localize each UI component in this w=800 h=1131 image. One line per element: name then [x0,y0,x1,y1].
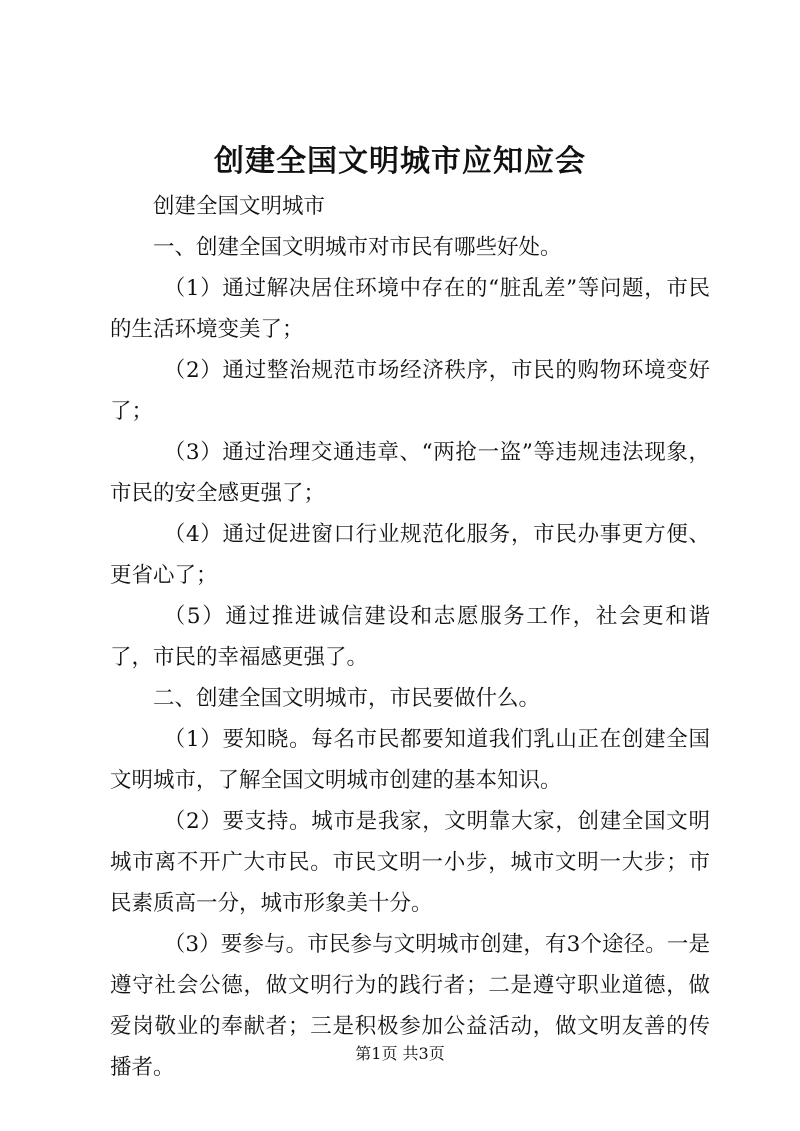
document-title: 创建全国文明城市应知应会 [214,144,586,179]
section-heading-actions: 二、创建全国文明城市，市民要做什么。 [153,686,541,711]
paragraph-heading: 创建全国文明城市 [153,194,326,219]
benefit-item-4: （4）通过促进窗口行业规范化服务，市民办事更方便、更省心了； [110,522,710,588]
action-item-1: （1）要知晓。每名市民都要知道我们乳山正在创建全国文明城市，了解全国文明城市创建的基本知识。 [110,727,710,793]
document-body [110,186,710,1088]
section-heading-benefits: 一、创建全国文明城市对市民有哪些好处。 [153,235,562,260]
action-item-2: （2）要支持。城市是我家，文明靠大家，创建全国文明城市离不开广大市民。市民文明一小步，城市文明一大步；市民素质高一分，城市形象美十分。 [110,809,710,916]
benefit-item-2: （2）通过整治规范市场经济秩序，市民的购物环境变好了； [110,358,710,424]
action-item-3: （3）要参与。市民参与文明城市创建，有3个途径。一是遵守社会公德，做文明行为的践行者；二是遵守职业道德，做爱岗敬业的奉献者；三是积极参加公益活动，做文明友善的传播者。 [110,932,710,1080]
benefit-item-1: （1）通过解决居住环境中存在的“脏乱差”等问题，市民的生活环境变美了； [110,276,710,342]
page-footer: 第1页 共3页 [355,1044,445,1063]
benefit-item-3: （3）通过治理交通违章、“两抢一盗”等违规违法现象，市民的安全感更强了； [110,440,710,506]
benefit-item-5: （5）通过推进诚信建设和志愿服务工作，社会更和谐了，市民的幸福感更强了。 [110,604,710,670]
